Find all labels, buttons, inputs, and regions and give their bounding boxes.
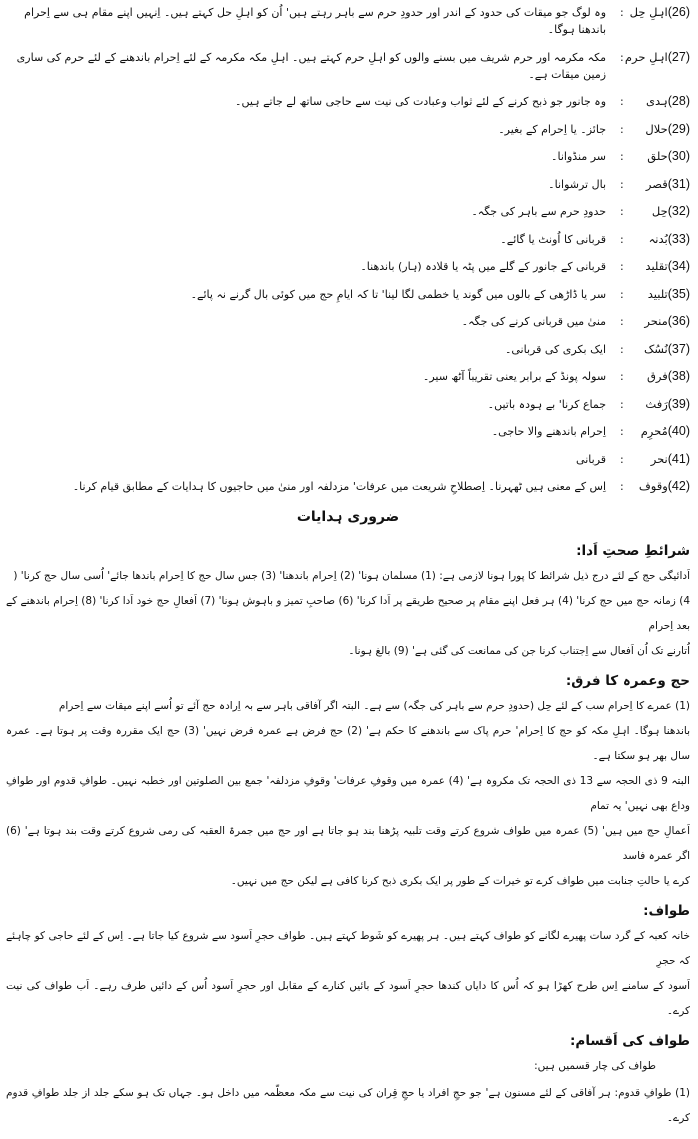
- section-title-tawaf-types: طواف کی اَقسام:: [570, 1032, 690, 1049]
- entry-term: ہدی: [645, 94, 668, 108]
- entry-definition: سولہ پونڈ کے برابر یعنی تقریباً آٹھ سیر۔: [422, 370, 607, 383]
- entry-number: (40): [667, 424, 690, 438]
- text-line: اَعمالِ حج میں ہیں' (5) عمرہ میں طواف شروع کرتے وقت تلبیہ پڑھنا بند ہو جاتا ہے اور حج میں جمرۃ العقبہ کی رمی شروع کرتے وقت بند ہوتا ہے' (6) اگر عمرہ فاسد: [6, 824, 690, 862]
- entry-term: تلبید: [647, 286, 668, 301]
- entry-definition: سر یا ڈاڑھی کے بالوں میں گوند یا خطمی لگا لینا' تا کہ ایامِ حج میں کوئی بال گرنے نہ پائے۔: [190, 287, 607, 301]
- glossary-entry-35: [6, 286, 690, 303]
- glossary-entry-41: [6, 451, 690, 468]
- entry-term: تقلید: [645, 259, 668, 273]
- glossary-entry-38: [6, 368, 690, 385]
- glossary-entry-34: [6, 258, 690, 275]
- entry-term: منحر: [644, 314, 668, 328]
- glossary-entry-28: [6, 93, 690, 110]
- entry-definition: قربانی کے جانور کے گلے میں پٹہ یا قلادہ (ہار) باندھنا۔: [360, 260, 607, 273]
- glossary-entry-42: [6, 478, 690, 495]
- glossary-entry-37: [6, 341, 690, 358]
- entry-colon: :: [620, 6, 624, 19]
- section-title-conditions: شرائطِ صحتِ اَدا:: [576, 542, 690, 559]
- entry-term: قصر: [645, 176, 668, 191]
- glossary-entry-26: [6, 4, 690, 38]
- entry-term: وقوف: [638, 479, 668, 493]
- entry-definition: اِحرام باندھنے والا حاجی۔: [491, 425, 607, 438]
- section-title-tawaf: طواف:: [643, 902, 690, 919]
- entry-definition: قربانی: [576, 452, 607, 466]
- entry-number: (34): [667, 259, 690, 273]
- entry-term: فرق: [646, 369, 668, 383]
- entry-colon: :: [620, 150, 624, 163]
- entry-number: (36): [667, 314, 690, 328]
- glossary: [6, 4, 690, 495]
- text-line: طواف کی چار قسمیں ہیں:: [534, 1059, 656, 1072]
- text-line: باندھنا ہوگا۔ اہلِ مکہ کو حج کا اِحرام' حرم پاک سے باندھنے کا حکم ہے' (2) حج فرض ہے عمرہ فرض نہیں' (3) حج ایک مقررہ وقت پر ہوتا ہے۔ عمرہ سال بھر ہو سکتا ہے۔: [6, 724, 690, 762]
- entry-number: (31): [667, 176, 690, 191]
- entry-term: مُحرِم: [640, 424, 668, 438]
- entry-number: (33): [667, 231, 690, 246]
- text-line: کرے یا حالتِ جنابت میں طواف کرے تو خیرات کے طور پر ایک بکری ذبح کرنا کافی ہے لیکن حج میں نہیں۔: [230, 874, 690, 887]
- entry-number: (38): [667, 369, 690, 383]
- entry-term: حلق: [647, 149, 668, 163]
- entry-definition: وہ جانور جو ذبح کرنے کے لئے ثواب وعبادت کی نیت سے حاجی ساتھ لے جاتے ہیں۔: [235, 95, 607, 108]
- entry-definition: سر منڈوانا۔: [551, 150, 607, 163]
- entry-definition: قربانی کا اُونٹ یا گائے۔: [500, 232, 607, 246]
- entry-definition: ایک بکری کی قربانی۔: [504, 342, 607, 356]
- entry-definition: منیٰ میں قربانی کرنے کی جگہ۔: [461, 315, 607, 328]
- glossary-entry-30: [6, 148, 690, 165]
- entry-colon: :: [620, 342, 624, 356]
- text-line: (1) طوافِ قدوم: ہر آفاقی کے لئے مسنون ہے' جو حجِ افراد یا حجِ قِران کی نیت سے مکہ معظّمہ میں داخل ہو۔ جہاں تک ہو سکے جلد از جلد طوافِ قدوم کرے۔: [6, 1086, 690, 1124]
- main-heading: ضروری ہدایات: [296, 508, 400, 525]
- entry-colon: :: [620, 397, 624, 411]
- section-title-hajj-umrah-difference: حج وعمرہ کا فرق:: [565, 672, 690, 689]
- entry-colon: :: [620, 95, 624, 108]
- entry-term: نُسُک: [643, 341, 668, 356]
- text-line: اَسود کے سامنے اِس طرح کھڑا ہو کہ اُس کا دایاں کندھا حجرِ اَسود کے بائیں کنارے کے مقابل اور حجرِ اَسود اُس کے دائیں طرف رہے۔ اَب طواف کی نیت کرے۔: [6, 979, 690, 1017]
- entry-number: (39): [667, 396, 690, 411]
- entry-colon: :: [620, 425, 624, 438]
- section-body-hajj-umrah-difference: [6, 694, 690, 894]
- entry-term: نحر: [650, 451, 668, 466]
- glossary-entry-33: [6, 231, 690, 248]
- entry-number: (42): [667, 479, 690, 493]
- glossary-entry-29: [6, 121, 690, 138]
- entry-colon: :: [620, 232, 624, 246]
- entry-number: (26): [667, 5, 690, 19]
- entry-definition: اِس کے معنی ہیں ٹھہرنا۔ اِصطلاحِ شریعت میں عرفات' مزدلفہ اور منیٰ میں حاجیوں کا ہدایات کے مطابق قیام کرنا۔: [72, 480, 607, 493]
- text-line: خانہ کعبہ کے گرد سات پھیرے لگانے کو طواف کہتے ہیں۔ ہر پھیرے کو شَوط کہتے ہیں۔ طواف حجرِ اَسود سے شروع کیا جاتا ہے۔ اِس کے لئے حاجی کو چاہئے کہ حجرِ: [6, 929, 690, 967]
- entry-number: (41): [667, 451, 690, 466]
- entry-colon: :: [620, 452, 624, 466]
- entry-colon: :: [620, 205, 624, 218]
- glossary-entry-36: [6, 313, 690, 330]
- glossary-entry-31: [6, 176, 690, 193]
- section-body-tawaf: [6, 924, 690, 1024]
- entry-term: اہلِ حِل: [629, 5, 668, 19]
- entry-definition: حدودِ حرم سے باہر کی جگہ۔: [471, 205, 607, 218]
- section-body-tawaf-types: [6, 1081, 690, 1131]
- entry-colon: :: [620, 287, 624, 301]
- text-line: اَدائیگی حج کے لئے درج ذیل شرائط کا پورا ہونا لازمی ہے: (1) مسلمان ہونا' (2) اِحرام باندھنا' (3) جس سال حج کا اِحرام باندھا جائے' اُسی سال حج کرنا' (: [13, 569, 690, 582]
- text-line: اُتارنے تک اُن اَفعال سے اِجتناب کرنا جن کی ممانعت کی گئی ہے' (9) بالغ ہونا۔: [348, 644, 690, 657]
- entry-number: (35): [667, 286, 690, 301]
- entry-definition: بال ترشوانا۔: [548, 177, 607, 191]
- section-intro-tawaf-types: [6, 1054, 690, 1079]
- glossary-entry-27: [6, 49, 690, 83]
- entry-colon: :: [620, 50, 624, 64]
- entry-colon: :: [620, 480, 624, 493]
- entry-term: رَفث: [645, 396, 668, 411]
- glossary-entry-32: [6, 203, 690, 220]
- entry-number: (30): [667, 149, 690, 163]
- entry-definition: جائز۔ یا اِحرام کے بغیر۔: [498, 122, 607, 136]
- entry-definition: مکہ مکرمہ اور حرم شریف میں بسنے والوں کو اہلِ حرم کہتے ہیں۔ اہلِ مکہ مکرمہ کے لئے اِحرام باندھنے کے لئے حرم کی ساری زمین میقات ہے۔: [16, 50, 607, 81]
- section-body-conditions: [6, 564, 690, 664]
- entry-definition: وہ لوگ جو میقات کی حدود کے اندر اور حدودِ حرم سے باہر رہتے ہیں' اُن کو اہلِ حل کہتے ہیں۔ اِنہیں اپنے مقام ہی سے اِحرام باندھنا ہوگا۔: [24, 6, 607, 36]
- entry-colon: :: [620, 122, 624, 136]
- entry-colon: :: [620, 177, 624, 191]
- text-line: 4) زمانہ حج میں حج کرنا' (4) ہر فعل اپنے مقام پر صحیح طریقے پر اَدا کرنا' (6) صاحبِ تمیز و باہوش ہونا' (7) اَفعالِ حج خود اَدا کرنا' (8) اِحرام باندھنے کے بعد اِحرام: [6, 594, 691, 632]
- entry-number: (37): [667, 341, 690, 356]
- entry-number: (28): [667, 94, 690, 108]
- entry-number: (32): [667, 204, 690, 218]
- entry-term: حِل: [651, 204, 668, 218]
- text-line: (1) عمرے کا اِحرام سب کے لئے حِل (حدودِ حرم سے باہر کی جگہ) سے ہے۔ البتہ اگر آفاقی باہر سے بہ اِرادہ حج آئے تو اُسے اپنے میقات سے اِحرام: [58, 699, 690, 712]
- entry-colon: :: [620, 315, 624, 328]
- entry-colon: :: [620, 260, 624, 273]
- text-line: البتہ 9 ذی الحجہ سے 13 ذی الحجہ تک مکروہ ہے' (4) عمرہ میں وقوفِ عرفات' وقوفِ مزدلفہ' جمع بین الصلوتین اور خطبہ نہیں۔ طوافِ قدوم اور طوافِ وداع بھی نہیں' یہ تمام: [6, 774, 690, 812]
- glossary-entry-40: [6, 423, 690, 440]
- entry-number: (29): [667, 121, 690, 136]
- entry-definition: جماع کرنا' بے ہودہ باتیں۔: [487, 397, 607, 411]
- entry-number: (27): [667, 49, 690, 64]
- entry-colon: :: [620, 370, 624, 383]
- entry-term: اہلِ حرم: [624, 49, 668, 64]
- entry-term: بُدنہ: [648, 231, 668, 246]
- entry-term: حلال: [645, 121, 668, 136]
- glossary-entry-39: [6, 396, 690, 413]
